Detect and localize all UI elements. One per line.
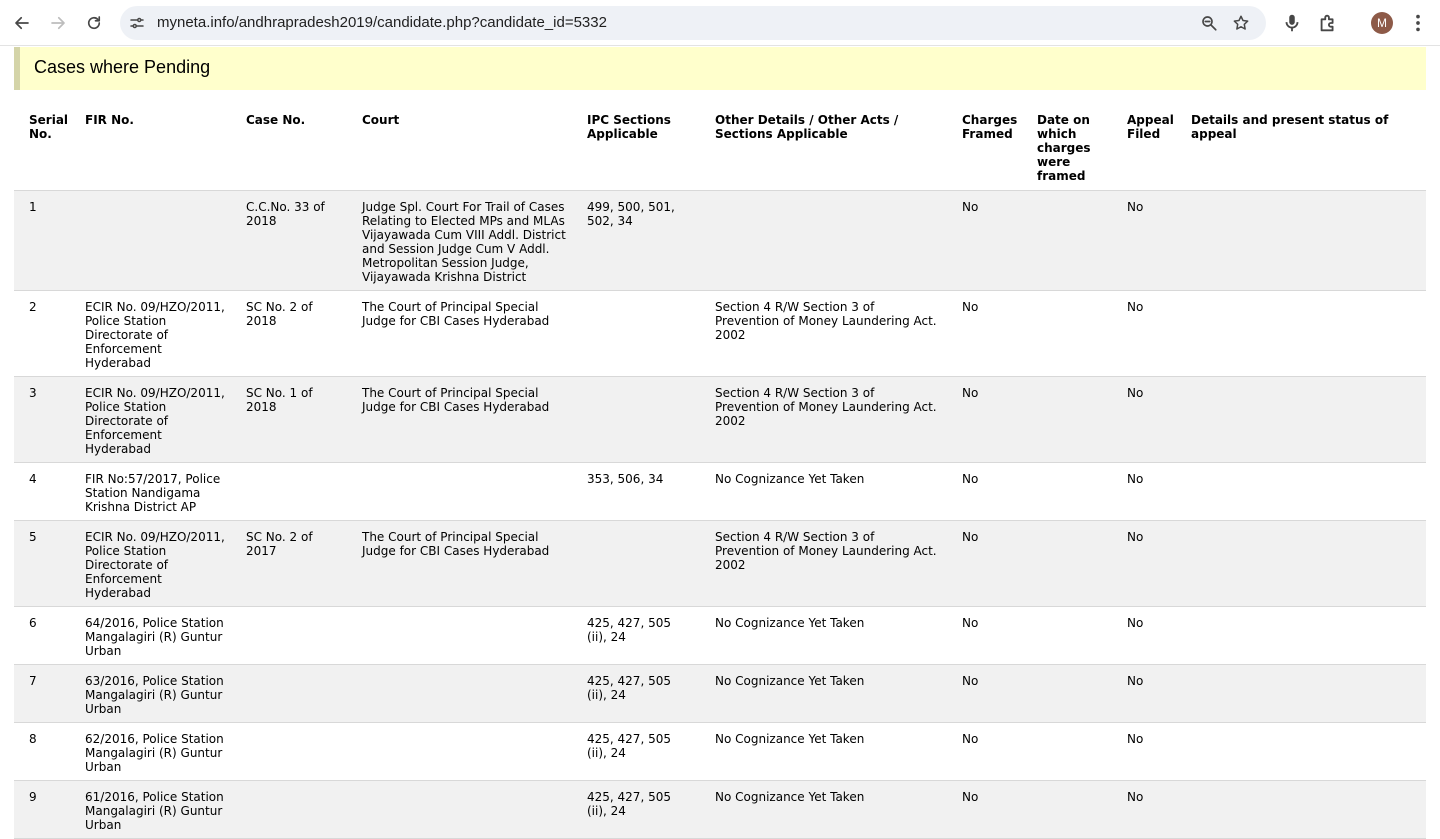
cell-other-details: Section 4 R/W Section 3 of Prevention of Money Laundering Act. 2002 [700, 291, 947, 377]
cell-appeal-status [1176, 191, 1426, 291]
header-fir-no: FIR No. [70, 108, 231, 191]
cell-case-no [231, 665, 347, 723]
cell-ipc-sections: 353, 506, 34 [572, 463, 700, 521]
cell-fir-no: 61/2016, Police Station Mangalagiri (R) Guntur Urban [70, 781, 231, 839]
cell-court: Judge Spl. Court For Trail of Cases Relating to Elected MPs and MLAs Vijayawada Cum VIII Addl. District and Session Judge Cum V Addl. Metropolitan Session Judge, Vijayawada Krishna District [347, 191, 572, 291]
cell-serial-no: 1 [14, 191, 70, 291]
cell-serial-no: 4 [14, 463, 70, 521]
cell-other-details: No Cognizance Yet Taken [700, 665, 947, 723]
cell-ipc-sections: 425, 427, 505 (ii), 24 [572, 665, 700, 723]
cell-fir-no: ECIR No. 09/HZO/2011, Police Station Directorate of Enforcement Hyderabad [70, 521, 231, 607]
table-row [14, 377, 1426, 463]
cell-other-details: No Cognizance Yet Taken [700, 607, 947, 665]
url-text[interactable]: myneta.info/andhrapradesh2019/candidate.php?candidate_id=5332 [157, 14, 607, 31]
cell-appeal-filed: No [1112, 521, 1176, 607]
cell-charges-framed: No [947, 191, 1022, 291]
header-serial-no: Serial No. [14, 108, 70, 191]
cell-appeal-status [1176, 723, 1426, 781]
table-row [14, 521, 1426, 607]
cell-appeal-status [1176, 665, 1426, 723]
cell-case-no [231, 723, 347, 781]
header-court: Court [347, 108, 572, 191]
table-row [14, 665, 1426, 723]
cell-other-details: Section 4 R/W Section 3 of Prevention of Money Laundering Act. 2002 [700, 521, 947, 607]
reload-icon [85, 14, 103, 32]
cell-serial-no: 8 [14, 723, 70, 781]
site-info-icon[interactable] [128, 14, 146, 32]
cell-ipc-sections [572, 291, 700, 377]
cell-other-details: Section 4 R/W Section 3 of Prevention of Money Laundering Act. 2002 [700, 377, 947, 463]
microphone-icon[interactable] [1281, 12, 1303, 34]
cell-appeal-status [1176, 377, 1426, 463]
cell-charges-framed: No [947, 377, 1022, 463]
cell-serial-no: 5 [14, 521, 70, 607]
cell-appeal-filed: No [1112, 463, 1176, 521]
cell-serial-no: 6 [14, 607, 70, 665]
cell-appeal-filed: No [1112, 781, 1176, 839]
cell-appeal-status [1176, 291, 1426, 377]
table-row [14, 463, 1426, 521]
cell-charges-framed: No [947, 291, 1022, 377]
cell-charges-date [1022, 781, 1112, 839]
cell-fir-no: 62/2016, Police Station Mangalagiri (R) Guntur Urban [70, 723, 231, 781]
arrow-right-icon [49, 14, 67, 32]
cell-fir-no: 63/2016, Police Station Mangalagiri (R) Guntur Urban [70, 665, 231, 723]
cell-serial-no: 7 [14, 665, 70, 723]
cell-charges-date [1022, 723, 1112, 781]
table-row [14, 191, 1426, 291]
cell-charges-framed: No [947, 781, 1022, 839]
header-other-details: Other Details / Other Acts / Sections Applicable [700, 108, 947, 191]
profile-avatar[interactable]: M [1371, 12, 1393, 34]
cell-case-no [231, 463, 347, 521]
cell-ipc-sections: 425, 427, 505 (ii), 24 [572, 607, 700, 665]
back-button[interactable] [8, 9, 36, 37]
cell-court: The Court of Principal Special Judge for CBI Cases Hyderabad [347, 291, 572, 377]
cell-appeal-status [1176, 521, 1426, 607]
cell-charges-date [1022, 377, 1112, 463]
table-header-row [14, 108, 1426, 191]
cell-court: The Court of Principal Special Judge for CBI Cases Hyderabad [347, 377, 572, 463]
cell-other-details: No Cognizance Yet Taken [700, 723, 947, 781]
header-appeal-status: Details and present status of appeal [1176, 108, 1426, 191]
cell-charges-framed: No [947, 463, 1022, 521]
cell-appeal-filed: No [1112, 607, 1176, 665]
table-row [14, 607, 1426, 665]
cell-case-no: SC No. 1 of 2018 [231, 377, 347, 463]
cell-case-no [231, 607, 347, 665]
header-charges-date: Date on which charges were framed [1022, 108, 1112, 191]
cell-charges-date [1022, 521, 1112, 607]
cell-other-details: No Cognizance Yet Taken [700, 463, 947, 521]
cell-court [347, 463, 572, 521]
cell-charges-date [1022, 291, 1112, 377]
pending-cases-table [14, 108, 1426, 839]
extensions-icon[interactable] [1317, 12, 1339, 34]
cell-charges-date [1022, 665, 1112, 723]
cell-fir-no [70, 191, 231, 291]
cell-court [347, 665, 572, 723]
cell-court [347, 607, 572, 665]
zoom-icon[interactable] [1200, 14, 1218, 32]
cell-fir-no: ECIR No. 09/HZO/2011, Police Station Directorate of Enforcement Hyderabad [70, 377, 231, 463]
header-case-no: Case No. [231, 108, 347, 191]
cell-other-details: No Cognizance Yet Taken [700, 781, 947, 839]
cell-case-no: C.C.No. 33 of 2018 [231, 191, 347, 291]
browser-toolbar [0, 0, 1440, 46]
cell-other-details [700, 191, 947, 291]
cell-serial-no: 9 [14, 781, 70, 839]
arrow-left-icon [13, 14, 31, 32]
reload-button[interactable] [80, 9, 108, 37]
header-appeal-filed: Appeal Filed [1112, 108, 1176, 191]
cell-appeal-filed: No [1112, 191, 1176, 291]
cell-charges-framed: No [947, 521, 1022, 607]
cell-case-no: SC No. 2 of 2017 [231, 521, 347, 607]
cell-ipc-sections [572, 377, 700, 463]
cell-serial-no: 2 [14, 291, 70, 377]
cell-charges-date [1022, 607, 1112, 665]
address-bar[interactable] [120, 6, 1266, 40]
cell-ipc-sections [572, 521, 700, 607]
cell-court: The Court of Principal Special Judge for CBI Cases Hyderabad [347, 521, 572, 607]
cell-charges-date [1022, 463, 1112, 521]
cell-ipc-sections: 425, 427, 505 (ii), 24 [572, 781, 700, 839]
table-row [14, 781, 1426, 839]
page-content [0, 47, 1440, 832]
cell-appeal-filed: No [1112, 723, 1176, 781]
cell-appeal-status [1176, 463, 1426, 521]
table-row [14, 291, 1426, 377]
cell-court [347, 723, 572, 781]
cell-appeal-status [1176, 781, 1426, 839]
more-menu-icon[interactable] [1407, 12, 1429, 34]
cell-case-no: SC No. 2 of 2018 [231, 291, 347, 377]
forward-button[interactable] [44, 9, 72, 37]
cell-appeal-filed: No [1112, 665, 1176, 723]
cell-charges-framed: No [947, 665, 1022, 723]
cell-fir-no: 64/2016, Police Station Mangalagiri (R) Guntur Urban [70, 607, 231, 665]
table-row [14, 723, 1426, 781]
cell-fir-no: ECIR No. 09/HZO/2011, Police Station Directorate of Enforcement Hyderabad [70, 291, 231, 377]
cell-court [347, 781, 572, 839]
cell-charges-framed: No [947, 723, 1022, 781]
cell-charges-framed: No [947, 607, 1022, 665]
bookmark-star-icon[interactable] [1232, 14, 1250, 32]
cell-fir-no: FIR No:57/2017, Police Station Nandigama Krishna District AP [70, 463, 231, 521]
header-charges-framed: Charges Framed [947, 108, 1022, 191]
cell-serial-no: 3 [14, 377, 70, 463]
cell-case-no [231, 781, 347, 839]
cell-ipc-sections: 499, 500, 501, 502, 34 [572, 191, 700, 291]
header-ipc-sections: IPC Sections Applicable [572, 108, 700, 191]
cell-ipc-sections: 425, 427, 505 (ii), 24 [572, 723, 700, 781]
cell-appeal-status [1176, 607, 1426, 665]
cell-appeal-filed: No [1112, 291, 1176, 377]
section-title: Cases where Pending [14, 47, 1426, 90]
cell-charges-date [1022, 191, 1112, 291]
cell-appeal-filed: No [1112, 377, 1176, 463]
